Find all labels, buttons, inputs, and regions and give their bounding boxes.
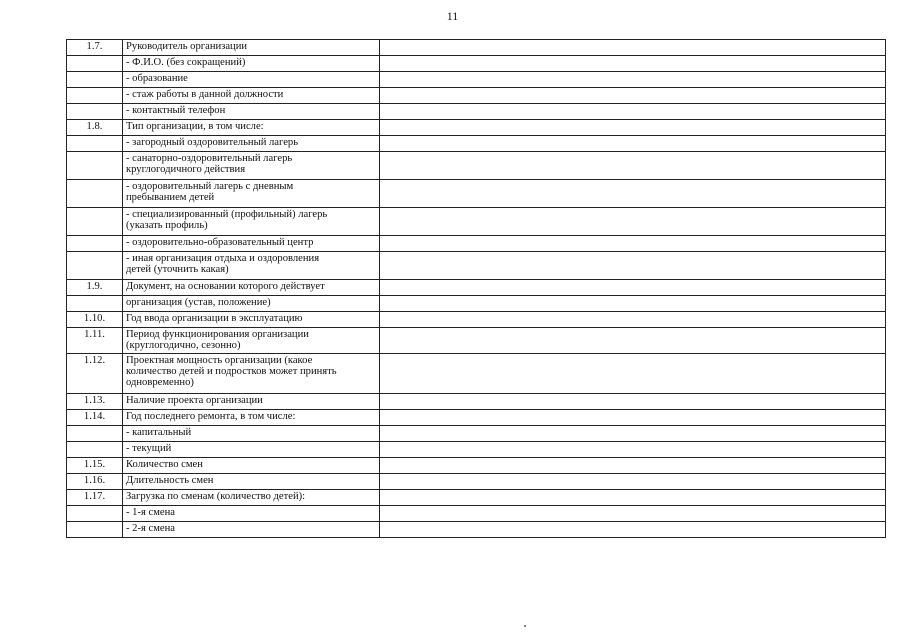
table-row [67,208,886,236]
scan-speck [524,625,526,627]
table-row [67,120,886,136]
table-row [67,410,886,426]
item-label: Документ, на основании которого действует [123,280,380,296]
item-label: - загородный оздоровительный лагерь [123,136,380,152]
item-label: - Ф.И.О. (без сокращений) [123,56,380,72]
item-label: организация (устав, положение) [123,296,380,312]
item-number [67,208,123,236]
item-number [67,426,123,442]
item-value-cell[interactable] [380,236,886,252]
item-value-cell[interactable] [380,252,886,280]
item-value-cell[interactable] [380,426,886,442]
table-row [67,474,886,490]
item-number [67,442,123,458]
table-row [67,104,886,120]
item-number [67,136,123,152]
table-row [67,152,886,180]
table-row [67,490,886,506]
table-row [67,328,886,354]
item-number [67,104,123,120]
item-label: - текущий [123,442,380,458]
item-number [67,180,123,208]
item-number: 1.10. [67,312,123,328]
questionnaire-table-body [67,40,886,538]
questionnaire-table [66,39,886,538]
item-value-cell[interactable] [380,72,886,88]
item-number [67,506,123,522]
item-number: 1.16. [67,474,123,490]
item-label: Проектная мощность организации (какое количество детей и подростков может принять одновременно) [123,354,380,394]
item-value-cell[interactable] [380,104,886,120]
item-label: - оздоровительно-образовательный центр [123,236,380,252]
item-number [67,236,123,252]
item-value-cell[interactable] [380,136,886,152]
item-label: Год последнего ремонта, в том числе: [123,410,380,426]
item-value-cell[interactable] [380,180,886,208]
item-label: Количество смен [123,458,380,474]
table-row [67,236,886,252]
item-number [67,56,123,72]
table-row [67,296,886,312]
table-row [67,312,886,328]
item-value-cell[interactable] [380,56,886,72]
item-label: Год ввода организации в эксплуатацию [123,312,380,328]
item-value-cell[interactable] [380,506,886,522]
item-label: - санаторно-оздоровительный лагерь круглогодичного действия [123,152,380,180]
item-value-cell[interactable] [380,394,886,410]
item-value-cell[interactable] [380,40,886,56]
table-row [67,280,886,296]
item-value-cell[interactable] [380,152,886,180]
item-label: - контактный телефон [123,104,380,120]
table-row [67,56,886,72]
item-label: - стаж работы в данной должности [123,88,380,104]
item-label: - образование [123,72,380,88]
item-value-cell[interactable] [380,120,886,136]
table-row [67,88,886,104]
table-row [67,180,886,208]
item-value-cell[interactable] [380,280,886,296]
item-number [67,252,123,280]
item-value-cell[interactable] [380,522,886,538]
item-number [67,296,123,312]
item-value-cell[interactable] [380,208,886,236]
table-row [67,506,886,522]
item-label: - капитальный [123,426,380,442]
item-label: - иная организация отдыха и оздоровления детей (уточнить какая) [123,252,380,280]
item-label: Наличие проекта организации [123,394,380,410]
table-row [67,426,886,442]
item-label: - 1-я смена [123,506,380,522]
item-label: Тип организации, в том числе: [123,120,380,136]
table-row [67,72,886,88]
item-value-cell[interactable] [380,88,886,104]
table-row [67,252,886,280]
item-number: 1.13. [67,394,123,410]
table-row [67,354,886,394]
item-value-cell[interactable] [380,296,886,312]
table-row [67,136,886,152]
item-number: 1.11. [67,328,123,354]
table-row [67,40,886,56]
item-value-cell[interactable] [380,442,886,458]
item-value-cell[interactable] [380,458,886,474]
page-number: 11 [446,9,459,23]
table-row [67,522,886,538]
item-value-cell[interactable] [380,312,886,328]
item-number [67,152,123,180]
item-number: 1.8. [67,120,123,136]
item-value-cell[interactable] [380,490,886,506]
item-label: Руководитель организации [123,40,380,56]
item-number: 1.14. [67,410,123,426]
item-value-cell[interactable] [380,410,886,426]
item-number [67,522,123,538]
table-row [67,394,886,410]
item-value-cell[interactable] [380,354,886,394]
item-value-cell[interactable] [380,474,886,490]
item-label: - 2-я смена [123,522,380,538]
table-row [67,442,886,458]
item-label: Период функционирования организации (круглогодично, сезонно) [123,328,380,354]
item-number: 1.15. [67,458,123,474]
item-number: 1.17. [67,490,123,506]
item-number [67,88,123,104]
item-label: Длительность смен [123,474,380,490]
table-row [67,458,886,474]
item-number: 1.9. [67,280,123,296]
item-label: - оздоровительный лагерь с дневным пребыванием детей [123,180,380,208]
item-number: 1.12. [67,354,123,394]
item-value-cell[interactable] [380,328,886,354]
item-label: Загрузка по сменам (количество детей): [123,490,380,506]
item-label: - специализированный (профильный) лагерь (указать профиль) [123,208,380,236]
item-number [67,72,123,88]
item-number: 1.7. [67,40,123,56]
